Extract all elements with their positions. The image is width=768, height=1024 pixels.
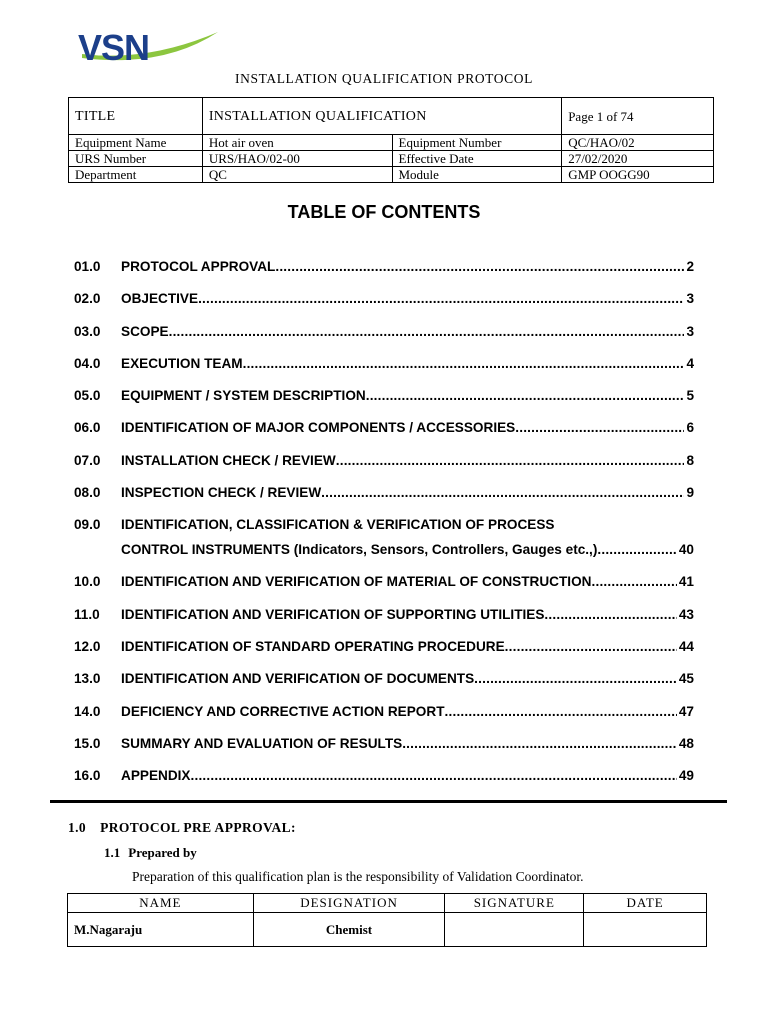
column-header-designation: DESIGNATION	[253, 894, 445, 913]
toc-entry-title: IDENTIFICATION AND VERIFICATION OF SUPPORTING UTILITIES	[121, 606, 545, 622]
toc-leader	[515, 420, 684, 435]
toc-page-number: 43	[678, 606, 694, 622]
toc-page-number: 6	[686, 420, 694, 436]
header-row	[69, 167, 714, 183]
header-title-row	[69, 98, 714, 135]
document-header-table	[68, 97, 714, 183]
header-value: 27/02/2020	[562, 151, 714, 167]
prepared-by-table	[67, 893, 707, 947]
section-divider	[50, 800, 727, 803]
header-value: URS/HAO/02-00	[202, 151, 392, 167]
toc-leader	[402, 736, 677, 751]
toc-item[interactable]	[74, 482, 694, 514]
toc-item[interactable]	[74, 571, 694, 603]
column-header-date: DATE	[584, 894, 707, 913]
company-logo	[78, 28, 223, 72]
toc-entry-title-continued: CONTROL INSTRUMENTS (Indicators, Sensors, Controllers, Gauges etc.,)	[121, 542, 598, 558]
toc-leader	[544, 607, 676, 622]
toc-entry-title: DEFICIENCY AND CORRECTIVE ACTION REPORT	[121, 703, 445, 719]
toc-leader	[366, 388, 685, 403]
header-label: Effective Date	[392, 151, 562, 167]
toc-item[interactable]	[74, 450, 694, 482]
toc-number: 15.0	[74, 735, 101, 751]
toc-item[interactable]	[74, 604, 694, 636]
toc-item[interactable]	[74, 636, 694, 668]
toc-leader	[191, 768, 677, 783]
date-field[interactable]	[584, 913, 707, 947]
preparer-name: M.Nagaraju	[68, 913, 254, 947]
subsection-title: Prepared by	[128, 845, 197, 860]
toc-page-number: 41	[678, 574, 694, 590]
toc-leader	[321, 485, 684, 500]
header-value: QC	[202, 167, 392, 183]
toc-entry-title: PROTOCOL APPROVAL	[121, 259, 276, 274]
preparer-designation: Chemist	[253, 913, 445, 947]
section-title: PROTOCOL PRE APPROVAL:	[100, 820, 296, 835]
toc-page-number: 45	[678, 671, 694, 687]
toc-item[interactable]	[74, 765, 694, 797]
toc-page-number: 3	[686, 323, 694, 339]
toc-leader	[275, 259, 684, 274]
toc-entry-title: INSTALLATION CHECK / REVIEW	[121, 452, 336, 468]
toc-page-number: 4	[686, 355, 694, 371]
signature-table-header	[68, 894, 707, 913]
toc-leader	[243, 356, 685, 371]
header-row	[69, 151, 714, 167]
title-value: INSTALLATION QUALIFICATION	[202, 98, 561, 135]
toc-item[interactable]	[74, 514, 694, 571]
section-number: 1.0	[68, 820, 87, 835]
title-label: TITLE	[69, 98, 203, 135]
table-of-contents	[74, 256, 694, 797]
toc-leader	[445, 704, 677, 719]
toc-page-number: 49	[678, 768, 694, 784]
toc-entry-title: SUMMARY AND EVALUATION OF RESULTS	[121, 735, 403, 751]
toc-number: 05.0	[74, 388, 101, 404]
toc-number: 02.0	[74, 291, 101, 307]
signature-field[interactable]	[445, 913, 584, 947]
column-header-name: NAME	[68, 894, 254, 913]
toc-item[interactable]	[74, 668, 694, 700]
toc-page-number: 48	[678, 735, 694, 751]
toc-title: TABLE OF CONTENTS	[287, 202, 481, 222]
toc-entry-title: OBJECTIVE	[121, 291, 199, 307]
toc-number: 03.0	[74, 323, 101, 339]
section-paragraph: Preparation of this qualification plan is the responsibility of Validation Coordinator.	[132, 869, 584, 884]
toc-leader	[474, 671, 677, 686]
logo-text: VSN	[78, 27, 150, 68]
toc-item[interactable]	[74, 353, 694, 385]
section-heading	[68, 820, 310, 836]
toc-entry-title: IDENTIFICATION OF STANDARD OPERATING PROCEDURE	[121, 638, 505, 654]
header-row	[69, 135, 714, 151]
toc-item[interactable]	[74, 417, 694, 449]
toc-entry-title: IDENTIFICATION, CLASSIFICATION & VERIFICATION OF PROCESS	[121, 517, 555, 533]
toc-leader	[169, 324, 685, 339]
toc-entry-title: INSPECTION CHECK / REVIEW	[121, 485, 322, 501]
toc-page-number: 5	[686, 388, 694, 404]
toc-entry-title: IDENTIFICATION OF MAJOR COMPONENTS / ACCESSORIES	[121, 420, 516, 436]
toc-item[interactable]	[74, 321, 694, 353]
toc-leader	[336, 453, 685, 468]
toc-page-number: 44	[678, 638, 694, 654]
toc-leader	[505, 639, 677, 654]
header-value: QC/HAO/02	[562, 135, 714, 151]
header-value: Hot air oven	[202, 135, 392, 151]
toc-leader	[198, 291, 684, 306]
toc-page-number: 8	[686, 452, 694, 468]
toc-entry-title: IDENTIFICATION AND VERIFICATION OF DOCUMENTS	[121, 671, 475, 687]
toc-leader	[591, 574, 676, 589]
toc-item[interactable]	[74, 288, 694, 320]
toc-entry-title: APPENDIX	[121, 768, 191, 784]
toc-number: 06.0	[74, 420, 101, 436]
toc-entry-title: IDENTIFICATION AND VERIFICATION OF MATERIAL OF CONSTRUCTION	[121, 574, 592, 590]
header-label: Equipment Name	[69, 135, 203, 151]
column-header-signature: SIGNATURE	[445, 894, 584, 913]
toc-number: 09.0	[74, 517, 101, 533]
toc-entry-title: EQUIPMENT / SYSTEM DESCRIPTION	[121, 388, 366, 404]
table-row	[68, 913, 707, 947]
toc-page-number: 2	[686, 259, 694, 274]
header-label: Equipment Number	[392, 135, 562, 151]
header-label: Module	[392, 167, 562, 183]
toc-page-number: 40	[678, 542, 694, 558]
toc-item[interactable]	[74, 701, 694, 733]
toc-number: 14.0	[74, 703, 101, 719]
toc-number: 01.0	[74, 259, 101, 274]
toc-entry-title: SCOPE	[121, 323, 169, 339]
toc-number: 12.0	[74, 638, 101, 654]
page-number: Page 1 of 74	[562, 98, 714, 135]
subsection-number: 1.1	[104, 845, 121, 860]
toc-page-number: 9	[686, 485, 694, 501]
toc-item[interactable]	[74, 385, 694, 417]
toc-page-number: 47	[678, 703, 694, 719]
toc-number: 13.0	[74, 671, 101, 687]
toc-page-number: 3	[686, 291, 694, 307]
toc-item[interactable]	[74, 733, 694, 765]
document-heading: INSTALLATION QUALIFICATION PROTOCOL	[235, 71, 533, 86]
header-label: URS Number	[69, 151, 203, 167]
toc-entry-title: EXECUTION TEAM	[121, 355, 243, 371]
toc-number: 10.0	[74, 574, 101, 590]
header-label: Department	[69, 167, 203, 183]
toc-leader	[597, 542, 677, 557]
subsection-heading	[104, 845, 205, 861]
toc-number: 16.0	[74, 768, 101, 784]
toc-number: 04.0	[74, 355, 101, 371]
toc-number: 07.0	[74, 452, 101, 468]
toc-number: 08.0	[74, 485, 101, 501]
toc-item[interactable]	[74, 256, 694, 288]
toc-number: 11.0	[74, 606, 100, 622]
header-value: GMP OOGG90	[562, 167, 714, 183]
